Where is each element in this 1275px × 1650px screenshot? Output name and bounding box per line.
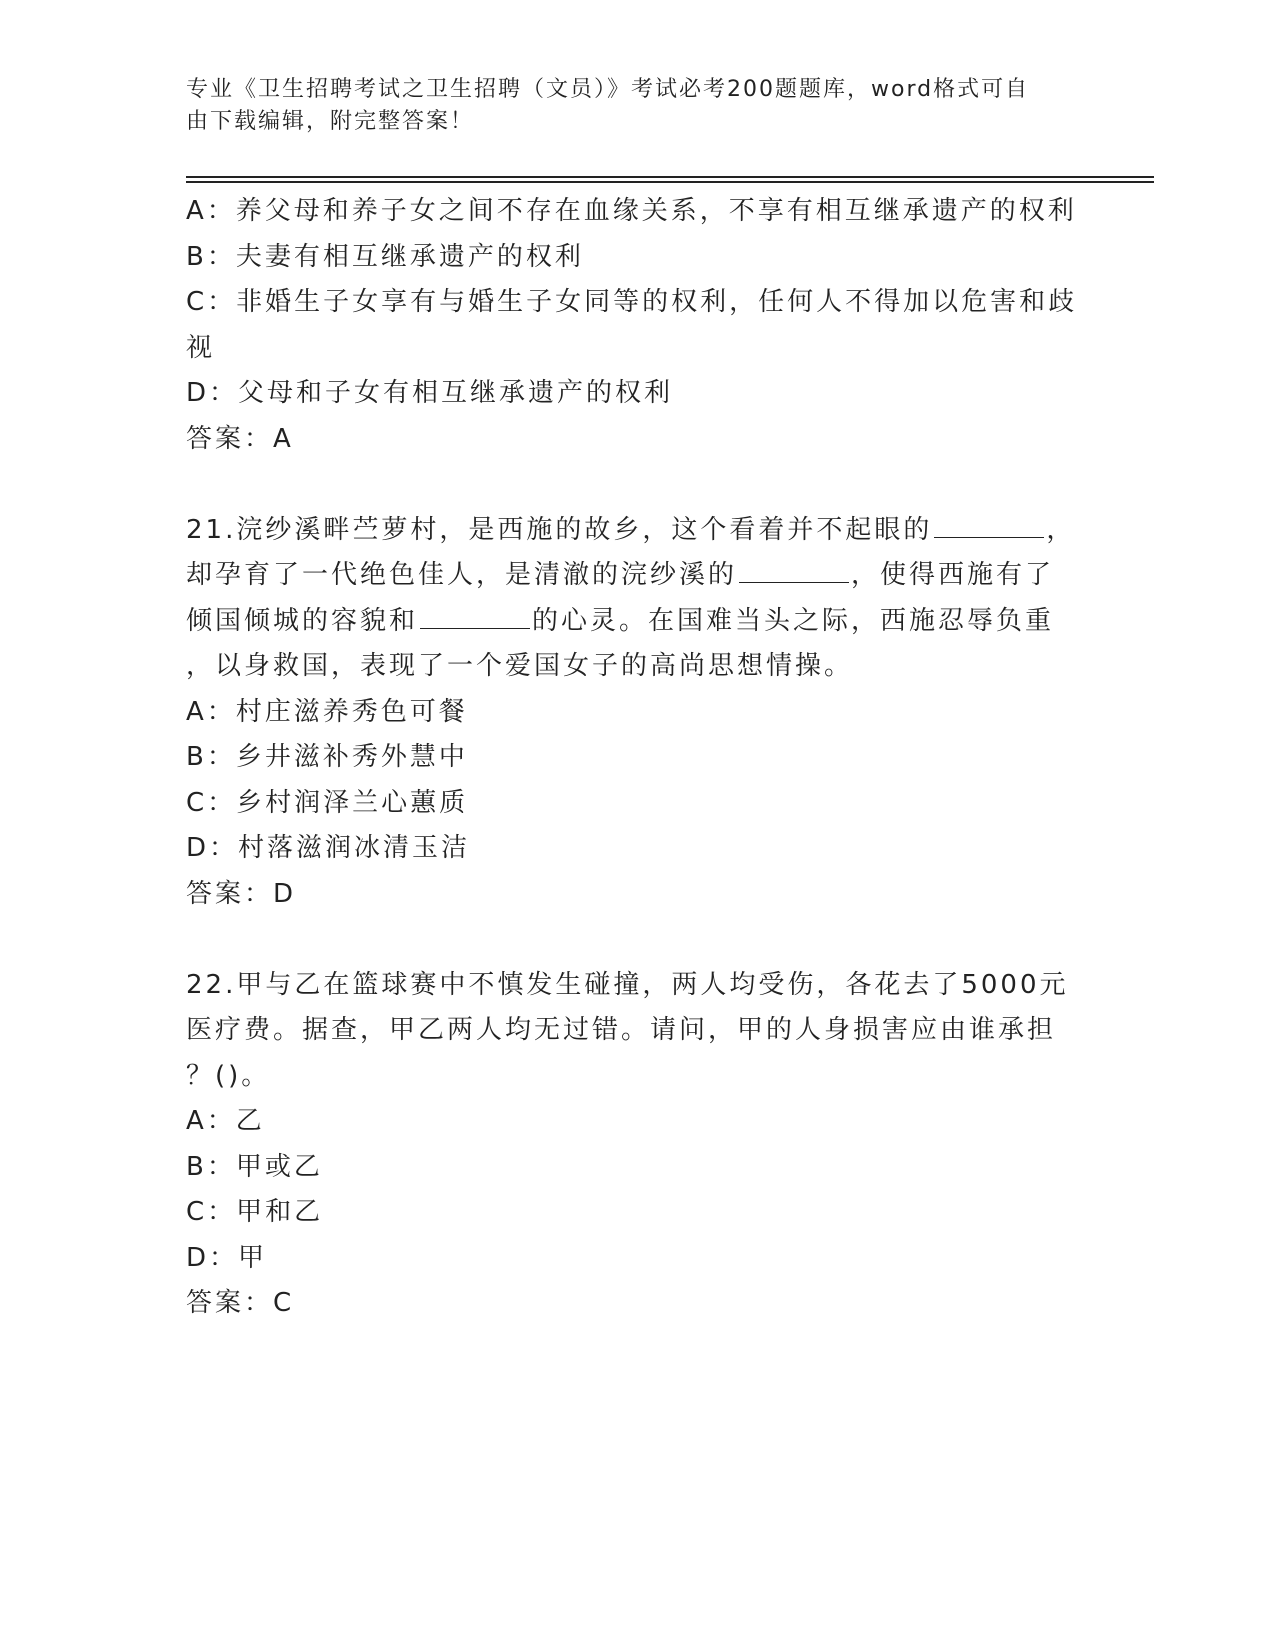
header-line-1: 专业《卫生招聘考试之卫生招聘（文员）》考试必考200题题库，word格式可自 [186, 77, 1030, 102]
q22-stem-line-2: 医疗费。据查，甲乙两人均无过错。请问，甲的人身损害应由谁承担 [186, 1015, 1057, 1045]
q21-stem-text: 21.浣纱溪畔苎萝村，是西施的故乡，这个看着并不起眼的 [186, 514, 933, 545]
question-20-options [186, 189, 1086, 462]
q22-option-a: A：乙 [186, 1106, 265, 1136]
q21-stem-text: 的心灵。在国难当头之际，西施忍辱负重 [532, 605, 1055, 636]
q21-option-d: D：村落滋润冰清玉洁 [186, 833, 471, 863]
question-21 [186, 508, 1086, 918]
q21-stem-text: 却孕育了一代绝色佳人，是清澈的浣纱溪的 [186, 560, 738, 590]
fill-blank [934, 515, 1044, 538]
question-22 [186, 963, 1086, 1327]
q21-stem-text: 倾国倾城的容貌和 [186, 605, 419, 636]
q20-option-d: D：父母和子女有相互继承遗产的权利 [186, 378, 674, 408]
q22-stem-line-1: 22.甲与乙在篮球赛中不慎发生碰撞，两人均受伤，各花去了5000元 [186, 969, 1069, 1000]
q21-answer: 答案：D [186, 878, 297, 909]
header-line-2: 由下载编辑，附完整答案！ [186, 109, 475, 134]
q21-stem-text: ， [1046, 514, 1076, 545]
q22-option-d: D：甲 [186, 1242, 268, 1273]
q20-option-b: B：夫妻有相互继承遗产的权利 [186, 241, 584, 272]
q22-answer: 答案：C [186, 1288, 295, 1318]
q21-stem-line-4: ，以身救国，表现了一个爱国女子的高尚思想情操。 [186, 651, 854, 681]
q22-option-c: C：甲和乙 [186, 1197, 324, 1227]
q21-option-c: C：乡村润泽兰心蕙质 [186, 787, 469, 818]
document-header [186, 74, 1086, 138]
fill-blank [739, 560, 849, 583]
header-divider-bottom [186, 181, 1154, 183]
question-content [186, 189, 1086, 1327]
q21-stem-line-3 [186, 599, 1086, 645]
q20-answer: 答案：A [186, 423, 294, 454]
q20-option-a: A：养父母和养子女之间不存在血缘关系，不享有相互继承遗产的权利 [186, 196, 1077, 226]
fill-blank [420, 606, 530, 629]
q20-option-c-line-2: 视 [186, 332, 216, 363]
q21-stem-text: ，使得西施有了 [851, 560, 1055, 590]
header-divider-top [186, 176, 1154, 178]
q22-stem-line-3: ？()。 [186, 1060, 271, 1091]
q21-option-b: B：乡井滋补秀外慧中 [186, 742, 468, 772]
q21-option-a: A：村庄滋养秀色可餐 [186, 696, 468, 727]
q20-option-c-line-1: C：非婚生子女享有与婚生子女同等的权利，任何人不得加以危害和歧 [186, 287, 1078, 317]
q21-stem-line-1 [186, 508, 1086, 554]
q21-stem-line-2 [186, 553, 1086, 599]
q22-option-b: B：甲或乙 [186, 1151, 323, 1182]
